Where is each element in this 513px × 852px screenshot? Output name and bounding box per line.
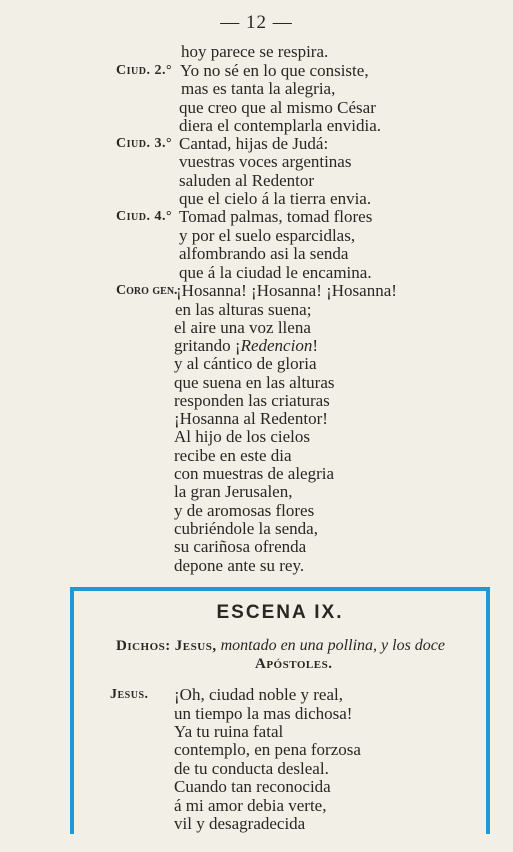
verse-line: su cariñosa ofrenda [174, 537, 307, 556]
verse-line: y al cántico de gloria [174, 354, 317, 373]
verse-line: un tiempo la mas dichosa! [174, 704, 353, 723]
verse-line: ¡Hosanna! ¡Hosanna! ¡Hosanna! [176, 281, 397, 300]
verse-line: contemplo, en pena forzosa [174, 740, 361, 759]
verse-line: con muestras de alegria [174, 464, 335, 483]
verse-line: ¡Oh, ciudad noble y real, [174, 685, 343, 704]
speaker-ciud-4: Ciud. 4.° [116, 209, 173, 224]
verse-line: hoy parece se respira. [181, 42, 329, 61]
verse-line: y de aromosas flores [174, 501, 315, 520]
verse-line: á mi amor debia verte, [174, 796, 327, 815]
verse-line: que el cielo á la tierra envia. [179, 189, 372, 208]
verse-line: mas es tanta la alegria, [181, 79, 336, 98]
verse-line: la gran Jerusalen, [174, 482, 293, 501]
stage-label-apostoles: Apóstoles. [255, 656, 333, 672]
speaker-jesus: Jesus. [110, 687, 149, 702]
stage-direction-text: montado en una pollina, y los doce [220, 637, 445, 654]
stage-label-dichos: Dichos: [116, 638, 171, 654]
verse-line: alfombrando asi la senda [179, 244, 349, 263]
verse-line: Cuando tan reconocida [174, 777, 331, 796]
verse-line: el aire una voz llena [174, 318, 311, 337]
verse-line: cubriéndole la senda, [174, 519, 318, 538]
verse-line-redencion: gritando ¡Redencion! [174, 336, 318, 355]
verse-line: recibe en este dia [174, 446, 292, 465]
verse-line: Cantad, hijas de Judá: [179, 134, 329, 153]
verse-line: que creo que al mismo César [179, 98, 376, 117]
verse-line: depone ante su rey. [174, 556, 305, 575]
verse-line: en las alturas suena; [175, 300, 312, 319]
speaker-ciud-3: Ciud. 3.° [116, 136, 173, 151]
verse-line: y por el suelo esparcidlas, [179, 226, 356, 245]
verse-line: diera el contemplarla envidia. [179, 116, 382, 135]
verse-line: que á la ciudad le encamina. [179, 263, 372, 282]
verse-line: saluden al Redentor [179, 171, 315, 190]
verse-line: Tomad palmas, tomad flores [179, 207, 373, 226]
speaker-coro-general: Coro gen. [116, 283, 178, 298]
verse-line: vil y desagradecida [174, 814, 306, 833]
verse-line: Yo no sé en lo que consiste, [180, 61, 369, 80]
verse-line: Al hijo de los cielos [174, 427, 310, 446]
speaker-ciud-2: Ciud. 2.° [116, 63, 173, 78]
stage-label-jesus: Jesus, [174, 638, 217, 654]
scene-title: ESCENA IX. [216, 602, 344, 623]
page-number: — 12 — [220, 12, 293, 33]
verse-line: que suena en las alturas [174, 373, 335, 392]
verse-line: de tu conducta desleal. [174, 759, 329, 778]
verse-line: ¡Hosanna al Redentor! [174, 409, 328, 428]
verse-line: Ya tu ruina fatal [174, 722, 284, 741]
verse-line: responden las criaturas [174, 391, 330, 410]
stage-direction-apostles [255, 655, 332, 673]
stage-direction [116, 637, 445, 655]
verse-line: vuestras voces argentinas [179, 152, 352, 171]
